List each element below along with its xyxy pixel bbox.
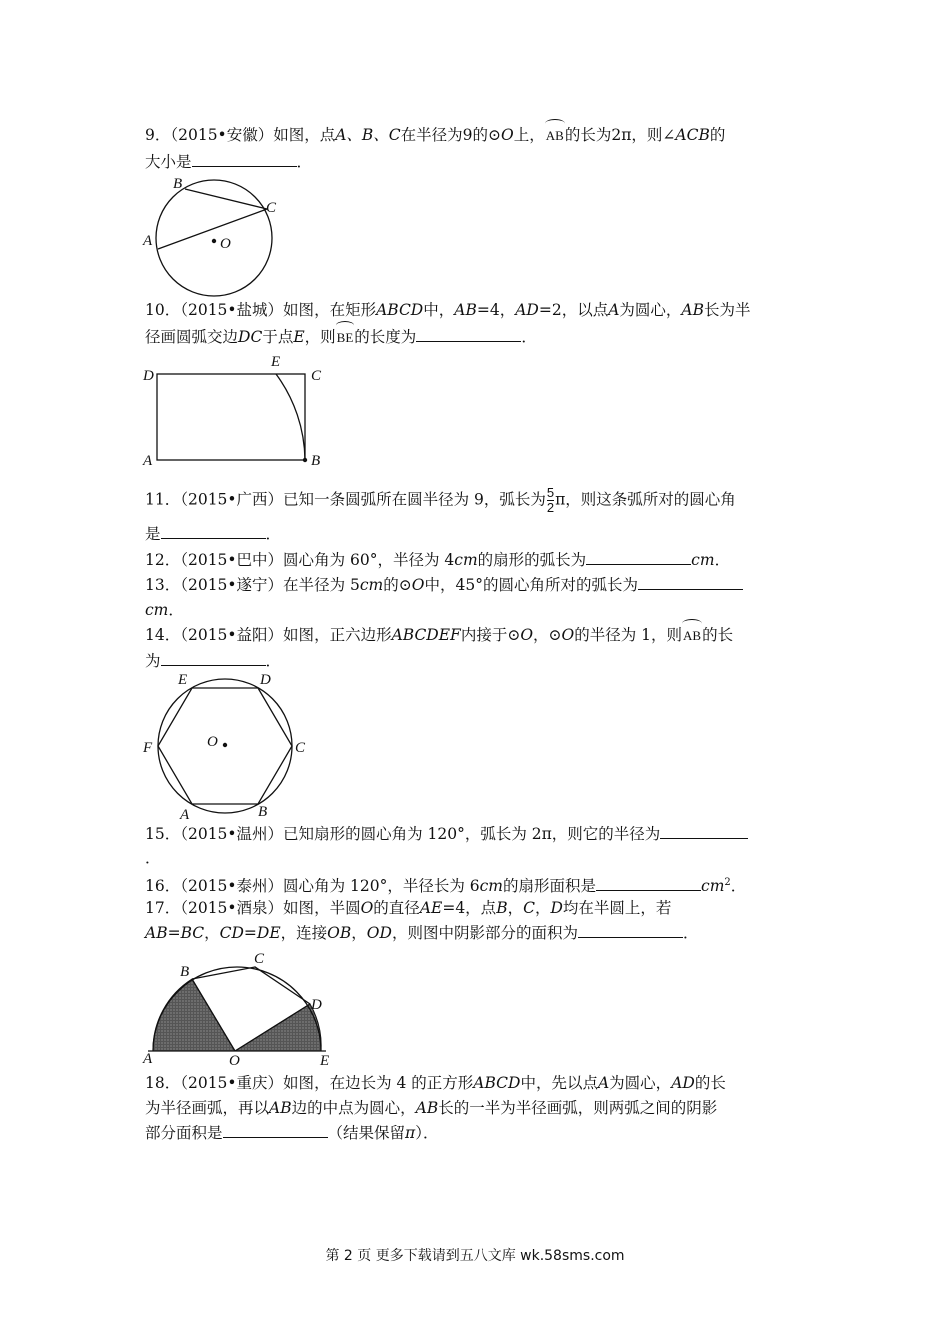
label-o: O <box>207 734 218 750</box>
fraction: $\frac{5}{2}$ <box>546 485 555 515</box>
q14-line2: 为 ． <box>145 652 282 670</box>
label-e: E <box>271 354 281 370</box>
answer-blank <box>660 823 748 839</box>
q17-semicircle-figure <box>140 946 340 1069</box>
answer-blank <box>192 151 297 167</box>
label-c: C <box>254 951 265 967</box>
q9-line2: 大小是 ． <box>145 153 313 171</box>
label-o: O <box>220 236 231 252</box>
label-c: C <box>311 368 322 384</box>
q18-line2: 为半径画弧，再以AB边的中点为圆心，AB长的一半为半径画弧，则两弧之间的阴影 <box>145 1099 718 1117</box>
label-c: C <box>266 200 277 216</box>
q10-rectangle-figure <box>140 352 340 472</box>
q9-circle-figure <box>140 172 290 302</box>
label-a: A <box>143 1051 153 1067</box>
q9-line1: 9．（2015•安徽）如图，点A、B、C在半径为9的⊙O上，AB的长为2π，则∠ACB的 <box>145 124 725 147</box>
label-d: D <box>143 368 154 384</box>
q17-line2: AB=BC，CD=DE，连接OB，OD，则图中阴影部分的面积为 ． <box>145 924 699 942</box>
label-e: E <box>320 1053 330 1069</box>
label-a: A <box>180 807 190 823</box>
arc-ab-symbol: AB <box>682 625 702 647</box>
q13-line2: cm． <box>145 601 184 619</box>
q16-line1: 16．（2015•泰州）圆心角为 120°，半径长为 6cm的扇形面积是 $cm^2$． <box>145 877 747 896</box>
answer-blank <box>223 1122 328 1138</box>
label-b: B <box>258 804 268 820</box>
q15-line2: ． <box>145 849 161 867</box>
label-b: B <box>311 453 321 469</box>
answer-blank <box>638 574 743 590</box>
label-d: D <box>311 997 322 1013</box>
q17-line1: 17．（2015•酒泉）如图，半圆O的直径AE=4，点B，C，D均在半圆上，若 <box>145 899 672 917</box>
q10-line1: 10．（2015•盐城）如图，在矩形ABCD中，AB=4，AD=2，以点A为圆心，AB长为半 <box>145 301 751 319</box>
q15-line1: 15．（2015•温州）已知扇形的圆心角为 120°，弧长为 2π，则它的半径为 <box>145 823 748 845</box>
q18-line1: 18．（2015•重庆）如图，在边长为 4 的正方形ABCD中，先以点A为圆心，AD的长 <box>145 1074 726 1092</box>
label-o: O <box>229 1053 240 1069</box>
arc-ab-symbol: AB <box>545 125 565 147</box>
q12-line1: 12．（2015•巴中）圆心角为 60°，半径为 4cm的扇形的弧长为 cm． <box>145 551 731 569</box>
q13-line1: 13．（2015•遂宁）在半径为 5cm的⊙O中，45°的圆心角所对的弧长为 <box>145 574 743 596</box>
q14-hexagon-figure <box>140 672 320 822</box>
q10-line2: 径画圆弧交边DC于点E，则BE的长度为 ． <box>145 326 537 349</box>
label-b: B <box>180 964 190 980</box>
page-footer: 第 2 页 更多下载请到五八文库 wk.58sms.com <box>325 1248 625 1264</box>
q14-line1: 14．（2015•益阳）如图，正六边形ABCDEF内接于⊙O，⊙O的半径为 1，则AB的长 <box>145 624 733 647</box>
label-e: E <box>178 672 188 688</box>
answer-blank <box>161 523 266 539</box>
label-c: C <box>295 740 306 756</box>
label-f: F <box>143 740 153 756</box>
q11-line2: 是 ． <box>145 525 282 543</box>
answer-blank <box>596 875 701 891</box>
answer-blank <box>586 549 691 565</box>
label-a: A <box>143 233 153 249</box>
label-a: A <box>143 453 153 469</box>
answer-blank <box>416 326 521 342</box>
answer-blank <box>578 922 683 938</box>
answer-blank <box>161 650 266 666</box>
q18-line3: 部分面积是 （结果保留π）． <box>145 1124 439 1142</box>
label-d: D <box>260 672 271 688</box>
label-b: B <box>173 176 183 192</box>
q11-line1: 11．（2015•广西）已知一条圆弧所在圆半径为 9，弧长为 $\frac{5}{2}$ π，则这条弧所对的圆心角 <box>145 485 736 515</box>
arc-be-symbol: BE <box>336 327 355 349</box>
